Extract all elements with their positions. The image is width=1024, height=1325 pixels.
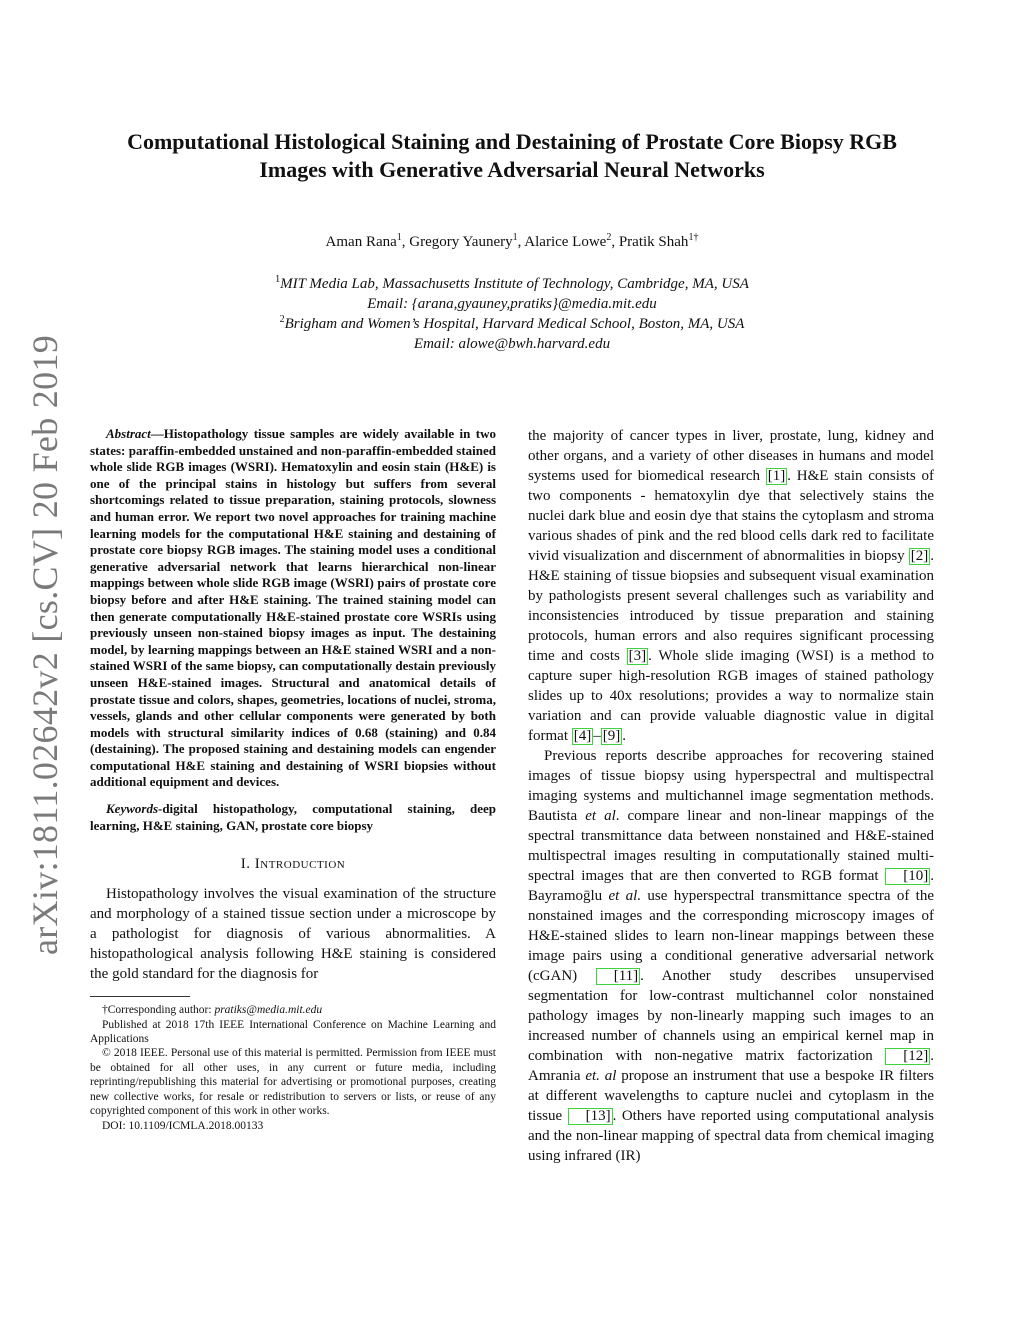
affiliation-line: $^2$Brigham and Women’s Hospital, Harvard Medical School, Boston, MA, USA: [279, 314, 745, 332]
citation-link[interactable]: [9]: [602, 728, 621, 744]
corresponding-email[interactable]: pratiks@media.mit.edu: [214, 1004, 323, 1017]
footnote-doi: DOI: 10.1109/ICMLA.2018.00133: [102, 1119, 264, 1132]
affiliation-email: Email: alowe@bwh.harvard.edu: [413, 336, 611, 352]
keywords-text: -digital histopathology, computational staining, deep learning, H&E staining, GAN, prostate core biopsy: [90, 801, 496, 833]
intro-paragraph: Histopathology involves the visual examination of the structure and morphology of a stained tissue section under a microscope by a pathologist for diagnosis of various abnormalities. A histopathological analysis following H&E staining is considered the gold standard for the diagnosis for: [90, 886, 496, 983]
author-list: Aman Rana$^1$, Gregory Yaunery$^1$, Alarice Lowe$^2$, Pratik Shah$^{1\dagger}$: [325, 232, 699, 250]
keywords: [90, 801, 496, 834]
title-line-2: Images with Generative Adversarial Neural Networks: [259, 157, 765, 182]
author-name: Aman Rana: [325, 234, 397, 250]
keywords-label: Keywords: [106, 801, 158, 817]
footnote-published: Published at 2018 17th IEEE International Conference on Machine Learning and Applications: [90, 1018, 496, 1046]
author-affil-mark: 2: [606, 232, 612, 243]
author-name: Pratik Shah: [618, 234, 689, 250]
author-affil-mark: 1: [512, 232, 518, 243]
citation-link[interactable]: [2]: [910, 548, 929, 564]
citation-link[interactable]: [4]: [573, 728, 592, 744]
footnote-corresponding: †Corresponding author: pratiks@media.mit.edu: [102, 1004, 323, 1017]
affiliation-line: $^1$MIT Media Lab, Massachusetts Institute of Technology, Cambridge, MA, USA: [275, 274, 749, 292]
citation-link[interactable]: [1]: [767, 468, 786, 484]
abstract-label: Abstract: [106, 426, 151, 441]
abstract-text: —Histopathology tissue samples are widely available in two states: paraffin-embedded unstained and non-paraffin-embedded stained whole slide RGB images (WSRI). Hematoxylin and eosin stain (H&E) is one of the principal stains in histology but suffers from several shortcomings related to tissue preparation, staining protocols, slowness and human error. We report two novel approaches for training machine learning models for the computational H&E staining and destaining of prostate core biopsy RGB images. The staining model uses a conditional generative adversarial network that learns hierarchical non-linear mappings between whole slide RGB image (WSRI) pairs of prostate core biopsy before and after H&E staining. The trained staining model can then generate computationally H&E-stained prostate core WSRIs using previously unseen non-stained biopsy images as input. The destaining model, by learning mappings between an H&E stained WSRI and a non-stained WSRI of the same biopsy, can computationally destain previously unseen H&E-stained images. Structural and anatomical details of prostate tissue and colors, shapes, geometries, locations of nuclei, stroma, vessels, glands and other cellular components were generated by both models with structural similarity indices of 0.68 (staining) and 0.84 (destaining). The proposed staining and destaining models can engender computational H&E staining and destaining of WSRI biopsies without additional equipment and devices.: [90, 426, 496, 790]
section-heading-introduction: I. Introduction: [240, 856, 346, 873]
left-column: [90, 426, 496, 1133]
citation-link[interactable]: [3]: [628, 648, 647, 664]
title-line-1: Computational Histological Staining and Destaining of Prostate Core Biopsy RGB: [127, 129, 897, 154]
affiliations: [90, 274, 934, 354]
body-paragraph-2: Previous reports describe approaches for recovering stained images of tissue biopsy using hyperspectral and multispectral imaging systems and multichannel image segmentation methods. Bautista et al. compare linear and non-linear mappings of the spectral transmittance data between nonstained and H&E-stained multispectral images resulting in computationally stained multi-spectral images that are then converted to RGB format [10] . Bayramoḡlu et al. use hyperspectral transmittance spectra of the nonstained images and the corresponding microscopy images of H&E-stained slides to learn non-linear mappings between these image pairs using a conditional generative adversarial network (cGAN) [11] . Another study describes unsupervised segmentation for low-contrast multichannel color nonstained pathology images by non-linearly mapping such images to an increased number of channels using an empirical kernel map in combination with non-negative matrix factorization [12] . Amrania et. al propose an instrument that use a bespoke IR filters at different wavelengths to capture nuclei and cytoplasm in the tissue [13] . Others have reported using computational analysis and the non-linear mapping of spectral data from chemical imaging using infrared (IR): [528, 748, 935, 1164]
affiliation-email: Email: {arana,gyauney,pratiks}@media.mit.edu: [367, 296, 657, 312]
footnote-divider: [90, 996, 190, 997]
right-column: [528, 426, 934, 1166]
citation-link[interactable]: [12]: [885, 1048, 930, 1065]
author-affil-mark: 1: [396, 232, 402, 243]
footnote-copyright: © 2018 IEEE. Personal use of this material is permitted. Permission from IEEE must be obtained for all other uses, in any current or future media, including reprinting/republishing this material for advertising or promotional purposes, creating new collective works, for resale or redistribution to servers or lists, or reuse of any copyrighted component of this work in other works.: [90, 1047, 496, 1118]
arxiv-identifier: [14, 334, 76, 956]
paper-title: [90, 128, 934, 184]
author-name: Gregory Yaunery: [409, 234, 513, 250]
author-affil-mark: 1†: [688, 232, 699, 243]
citation-link[interactable]: [13]: [568, 1108, 613, 1125]
author-name: Alarice Lowe: [524, 234, 607, 250]
abstract: [90, 426, 496, 791]
body-paragraph-1: the majority of cancer types in liver, prostate, lung, kidney and other organs, and a variety of other diseases in humans and model systems used for biomedical research [1] . H&E stain consists of two components - hematoxylin dye that selectively stains the nuclei dark blue and eosin dye that stains the cytoplasm and stroma various shades of pink and the red blood cells dark red to facilitate vivid visualization and discernment of abnormalities in biopsy [2] . H&E staining of tissue biopsies and subsequent visual examination by pathologists present several challenges such as variability and inconsistencies introduced by tissue preparation and staining protocols, human errors and also requires significant processing time and costs [3] . Whole slide imaging (WSI) is a method to capture super high-resolution RGB images of stained pathology slides up to 40x resolutions; provides a way to normalize stain variation and can provide valuable diagnostic value in digital format [4] – [9] .: [528, 428, 934, 744]
citation-link[interactable]: [11]: [596, 968, 640, 985]
arxiv-id-text: arXiv:1811.02642v2 [cs.CV] 20 Feb 2019: [25, 334, 66, 956]
citation-link[interactable]: [10]: [885, 868, 930, 885]
